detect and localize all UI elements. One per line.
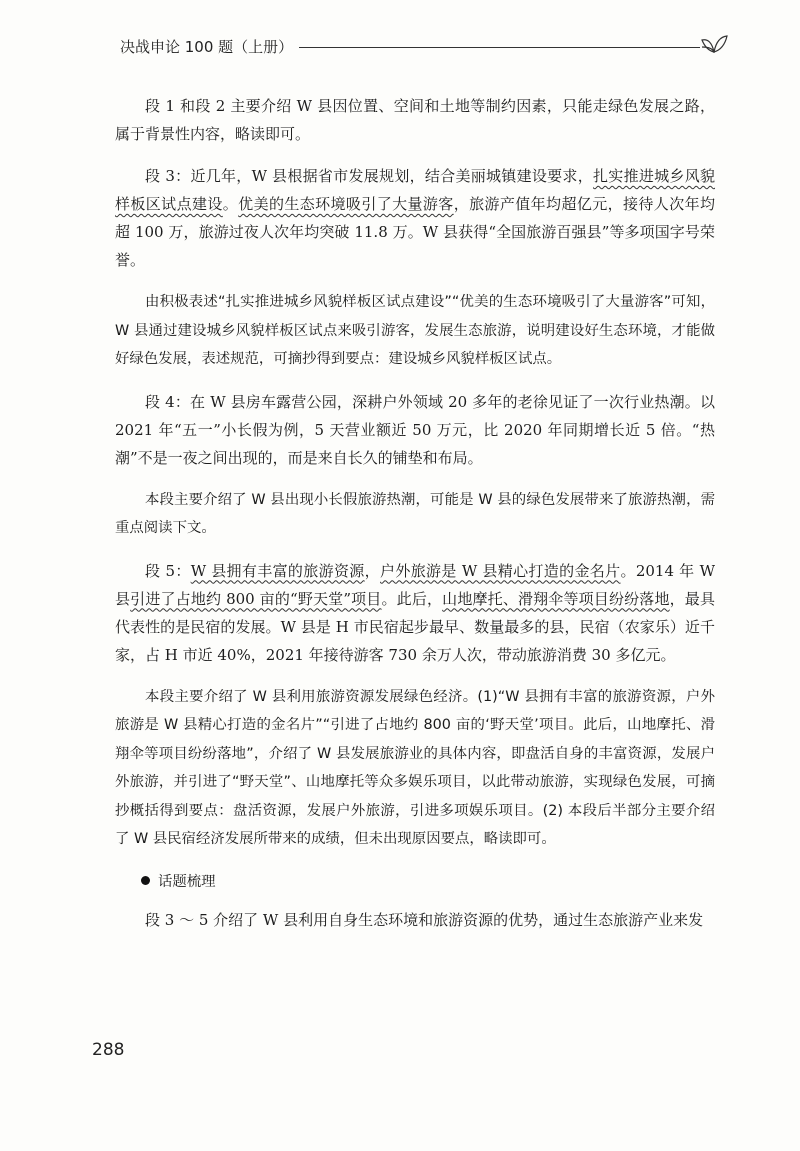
analysis-3: 本段主要介绍了 W 县利用旅游资源发展绿色经济。(1)“W 县拥有丰富的旅游资源，户外旅游是 W 县精心打造的金名片”“引进了占地约 800 亩的‘野天堂’项目。此后，山地摩托、滑翔伞等项目纷纷落地”，介绍了 W 县发展旅游业的具体内容，即盘活自身的丰富资源，发展户外旅游，并引进了“野天堂”、山地摩托等众多娱乐项目，以此带动旅游，实现绿色发展，可摘抄概括得到要点：盘活资源，发展户外旅游，引进多项娱乐项目。(2) 本段后半部分主要介绍了 W 县民宿经济发展所带来的成绩，但未出现原因要点，略读即可。	[115, 688, 715, 847]
paragraph-1: 段 1 和段 2 主要介绍 W 县因位置、空间和土地等制约因素，只能走绿色发展之路，属于背景性内容，略读即可。	[115, 97, 715, 143]
book-title: 决战申论 100 题（上册）	[120, 36, 299, 57]
paragraph-5: 段 5：W 县拥有丰富的旅游资源，户外旅游是 W 县精心打造的金名片。2014 年 W 县引进了占地约 800 亩的“野天堂”项目。此后，山地摩托、滑翔伞等项目纷纷落地，最具代表性的是民宿的发展。W 县是 H 市民宿起步最早、数量最多的县，民宿（农家乐）近千家，占 H 市近 40%，2021 年接待游客 730 余万人次，带动旅游消费 30 多亿元。	[115, 561, 715, 664]
wavy-underline: 引进了占地约 800 亩的“野天堂”项目	[130, 589, 382, 608]
paragraph-4: 段 4：在 W 县房车露营公园，深耕户外领域 20 多年的老徐见证了一次行业热潮。以 2021 年“五一”小长假为例，5 天营业额近 50 万元，比 2020 年同期增长近 5 倍。“热潮”不是一夜之间出现的，而是来自长久的铺垫和布局。	[115, 392, 715, 467]
wavy-underline: 扎实推进城乡风貌样板区试点建设	[115, 167, 716, 213]
page-body	[115, 92, 715, 948]
analysis-2: 本段主要介绍了 W 县出现小长假旅游热潮，可能是 W 县的绿色发展带来了旅游热潮，需重点阅读下文。	[115, 491, 715, 536]
analysis-1: 由积极表述“扎实推进城乡风貌样板区试点建设”“优美的生态环境吸引了大量游客”可知，W 县通过建设城乡风貌样板区试点来吸引游客，发展生态旅游，说明建设好生态环境，才能做好绿色发展，表述规范，可摘抄得到要点：建设城乡风貌样板区试点。	[115, 294, 715, 367]
page-number: 288	[92, 1040, 125, 1060]
paragraph-summary: 段 3 ～ 5 介绍了 W 县利用自身生态环境和旅游资源的优势，通过生态旅游产业来发	[145, 910, 704, 929]
wavy-underline: W 县拥有丰富的旅游资源	[190, 561, 365, 580]
running-header	[120, 30, 740, 70]
wavy-underline: 户外旅游是 W 县精心打造的金名片	[380, 561, 621, 580]
wavy-underline: 优美的生态环境吸引了大量游客	[238, 195, 454, 213]
bullet-icon	[141, 876, 150, 885]
section-heading: 话题梳理	[141, 868, 715, 896]
paragraph-2: 段 3：近几年，W 县根据省市发展规划，结合美丽城镇建设要求，扎实推进城乡风貌样板区试点建设。优美的生态环境吸引了大量游客，旅游产值年均超亿元，接待人次年均超 100 万，旅游过夜人次年均突破 11.8 万。W 县获得“全国旅游百强县”等多项国字号荣誉。	[115, 167, 716, 269]
sprout-icon	[698, 30, 730, 60]
wavy-underline: 山地摩托、滑翔伞等项目纷纷落地	[442, 589, 670, 608]
